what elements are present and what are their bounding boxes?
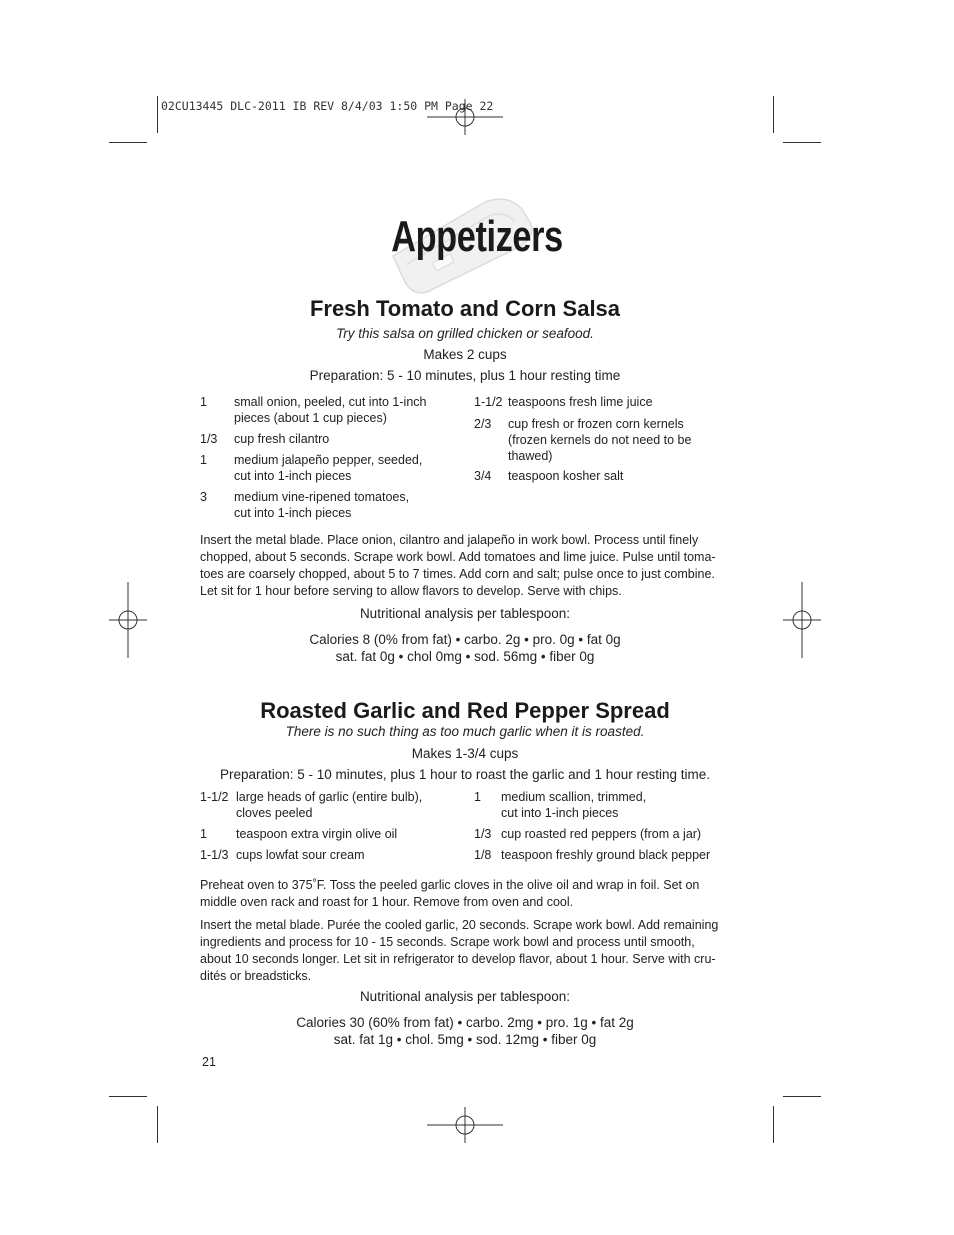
ingredient-text: medium jalapeño pepper, seeded, (234, 453, 423, 467)
ingredient-text: teaspoons fresh lime juice (508, 395, 653, 409)
ingredient-text: cup roasted red peppers (from a jar) (501, 827, 702, 841)
recipe-directions (200, 917, 730, 985)
directions-line: toes are coarsely chopped, about 5 to 7 times. Add corn and salt; pulse once to just combine. (200, 567, 715, 581)
directions-line: about 10 seconds longer. Let sit in refrigerator to develop flavor, about 1 hour. Serve with cru- (200, 952, 716, 966)
printer-slug: 02CU13445 DLC-2011 IB REV 8/4/03 1:50 PM Page 22 (161, 99, 494, 113)
recipe-title: Roasted Garlic and Red Pepper Spread (260, 698, 670, 723)
ingredient-qty: 3 (200, 490, 207, 504)
ingredient-qty: 1-1/3 (200, 848, 229, 862)
ingredient-text: large heads of garlic (entire bulb), (236, 790, 423, 804)
ingredient-text: pieces (about 1 cup pieces) (234, 411, 387, 425)
recipe-yield: Makes 1-3/4 cups (411, 746, 519, 761)
registration-mark-bottom (427, 1107, 503, 1143)
directions-line: Insert the metal blade. Purée the cooled garlic, 20 seconds. Scrape work bowl. Add remaining (200, 918, 719, 932)
ingredient-qty: 1/3 (200, 432, 218, 446)
recipe-subtitle: Try this salsa on grilled chicken or seafood. (336, 326, 594, 341)
directions-line: chopped, about 5 seconds. Scrape work bowl. Add tomatoes and lime juice. Pulse until toma- (200, 550, 716, 564)
nutrition-line: Calories 30 (60% from fat) • carbo. 2mg • pro. 1g • fat 2g (296, 1015, 634, 1030)
recipe-prep-time: Preparation: 5 - 10 minutes, plus 1 hour to roast the garlic and 1 hour resting time. (219, 767, 710, 782)
registration-mark-top (427, 99, 503, 135)
page-number: 21 (202, 1055, 216, 1069)
ingredient-text: (frozen kernels do not need to be (508, 433, 692, 447)
ingredient-text: teaspoon kosher salt (508, 469, 624, 483)
ingredient-text: medium vine-ripened tomatoes, (234, 490, 410, 504)
recipe-title: Fresh Tomato and Corn Salsa (309, 296, 621, 321)
ingredient-qty: 1-1/2 (200, 790, 229, 804)
ingredient-text: teaspoon extra virgin olive oil (236, 827, 398, 841)
ingredient-text: cloves peeled (236, 806, 313, 820)
ingredient-text: cups lowfat sour cream (236, 848, 365, 862)
ingredient-qty: 1 (474, 790, 481, 804)
ingredient-text: cut into 1-inch pieces (501, 806, 619, 820)
ingredient-qty: 1 (200, 395, 207, 409)
recipe-directions (200, 877, 730, 911)
recipe-directions (200, 532, 730, 600)
page-title: Appetizers (391, 212, 563, 261)
ingredient-qty: 1 (200, 453, 207, 467)
directions-line: middle oven rack and roast for 1 hour. Remove from oven and cool. (200, 895, 574, 909)
ingredient-text: cut into 1-inch pieces (234, 469, 352, 483)
directions-line: ingredients and process for 10 - 15 seconds. Scrape work bowl and process until smooth, (200, 935, 695, 949)
nutrition-heading: Nutritional analysis per tablespoon: (359, 989, 571, 1004)
directions-line: Let sit for 1 hour before serving to allow flavors to develop. Serve with chips. (200, 584, 622, 598)
ingredient-qty: 2/3 (474, 417, 492, 431)
ingredient-text: medium scallion, trimmed, (501, 790, 647, 804)
nutrition-heading: Nutritional analysis per tablespoon: (359, 606, 571, 621)
directions-line: Insert the metal blade. Place onion, cilantro and jalapeño in work bowl. Process until finely (200, 533, 699, 547)
ingredient-qty: 1-1/2 (474, 395, 503, 409)
recipe-yield: Makes 2 cups (423, 347, 507, 362)
ingredient-text: cut into 1-inch pieces (234, 506, 352, 520)
ingredient-qty: 1 (200, 827, 207, 841)
ingredient-text: thawed) (508, 449, 553, 463)
recipe-prep-time: Preparation: 5 - 10 minutes, plus 1 hour resting time (309, 368, 621, 383)
ingredient-text: teaspoon freshly ground black pepper (501, 848, 711, 862)
recipe-subtitle: There is no such thing as too much garlic when it is roasted. (285, 724, 645, 739)
ingredient-text: small onion, peeled, cut into 1-inch (234, 395, 427, 409)
ingredient-text: cup fresh or frozen corn kernels (508, 417, 684, 431)
ingredient-text: cup fresh cilantro (234, 432, 330, 446)
nutrition-line: Calories 8 (0% from fat) • carbo. 2g • pro. 0g • fat 0g (309, 632, 621, 647)
ingredient-qty: 3/4 (474, 469, 492, 483)
directions-line: dités or breadsticks. (200, 969, 312, 983)
directions-line: Preheat oven to 375˚F. Toss the peeled garlic cloves in the olive oil and wrap in foil. Set on (200, 878, 700, 892)
ingredient-qty: 1/8 (474, 848, 492, 862)
nutrition-line: sat. fat 1g • chol. 5mg • sod. 12mg • fiber 0g (333, 1032, 597, 1047)
ingredient-qty: 1/3 (474, 827, 492, 841)
nutrition-line: sat. fat 0g • chol 0mg • sod. 56mg • fiber 0g (335, 649, 595, 664)
